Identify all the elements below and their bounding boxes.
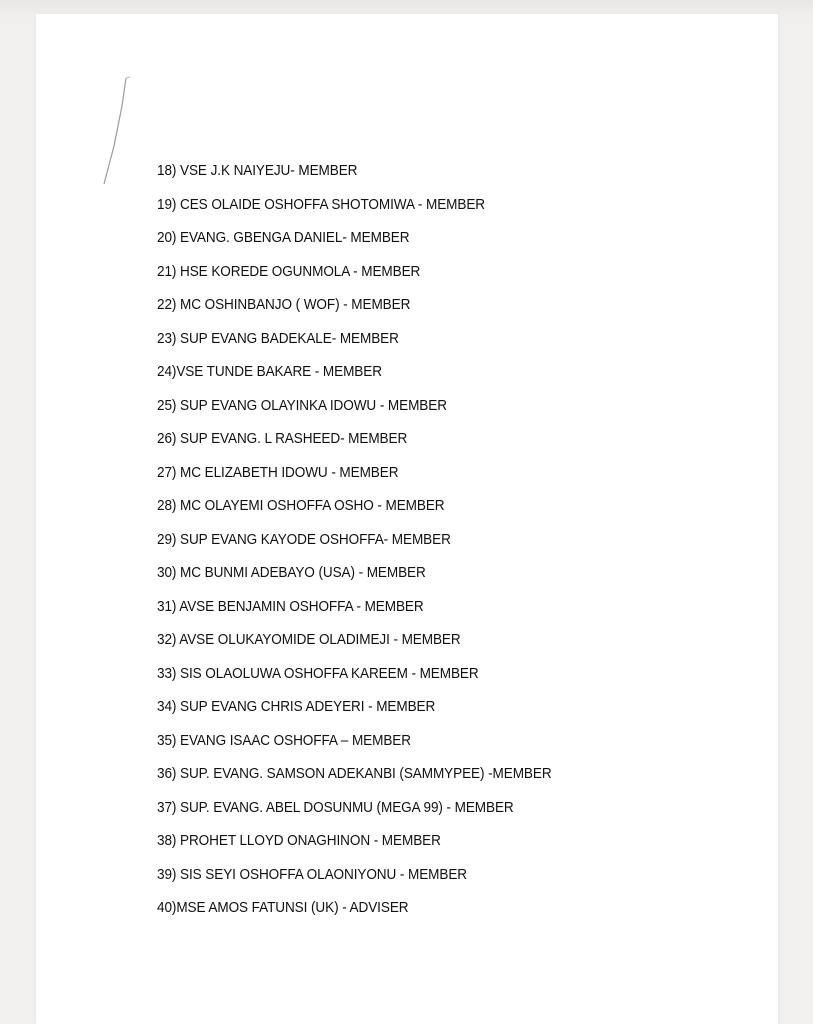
list-item: 35) EVANG ISAAC OSHOFFA – MEMBER — [157, 732, 411, 749]
list-item: 37) SUP. EVANG. ABEL DOSUNMU (MEGA 99) - MEMBER — [157, 799, 514, 816]
list-item: 23) SUP EVANG BADEKALE- MEMBER — [157, 330, 399, 347]
list-item: 26) SUP EVANG. L RASHEED- MEMBER — [157, 431, 408, 447]
list-item: 33) SIS OLAOLUWA OSHOFFA KAREEM - MEMBER — [157, 665, 479, 682]
list-item: 31) AVSE BENJAMIN OSHOFFA - MEMBER — [157, 598, 424, 615]
list-item: 32) AVSE OLUKAYOMIDE OLADIMEJI - MEMBER — [157, 632, 461, 648]
member-list — [157, 158, 581, 929]
list-item: 39) SIS SEYI OSHOFFA OLAONIYONU - MEMBER — [157, 866, 468, 883]
pen-mark — [100, 76, 130, 186]
list-item: 19) CES OLAIDE OSHOFFA SHOTOMIWA - MEMBER — [157, 196, 486, 213]
list-item: 24)VSE TUNDE BAKARE - MEMBER — [157, 364, 382, 380]
list-item: 18) VSE J.K NAIYEJU- MEMBER — [157, 163, 358, 179]
list-item: 38) PROHET LLOYD ONAGHINON - MEMBER — [157, 833, 441, 849]
list-item: 28) MC OLAYEMI OSHOFFA OSHO - MEMBER — [157, 498, 445, 514]
list-item: 30) MC BUNMI ADEBAYO (USA) - MEMBER — [157, 565, 426, 581]
list-item: 21) HSE KOREDE OGUNMOLA - MEMBER — [157, 263, 421, 280]
list-item: 29) SUP EVANG KAYODE OSHOFFA- MEMBER — [157, 531, 451, 548]
list-item: 40)MSE AMOS FATUNSI (UK) - ADVISER — [157, 900, 409, 916]
list-item: 22) MC OSHINBANJO ( WOF) - MEMBER — [157, 297, 411, 313]
list-item: 34) SUP EVANG CHRIS ADEYERI - MEMBER — [157, 699, 436, 715]
list-item: 27) MC ELIZABETH IDOWU - MEMBER — [157, 464, 399, 481]
list-item: 36) SUP. EVANG. SAMSON ADEKANBI (SAMMYPEE) -MEMBER — [157, 766, 552, 782]
list-item: 20) EVANG. GBENGA DANIEL- MEMBER — [157, 230, 410, 246]
list-item: 25) SUP EVANG OLAYINKA IDOWU - MEMBER — [157, 397, 447, 414]
